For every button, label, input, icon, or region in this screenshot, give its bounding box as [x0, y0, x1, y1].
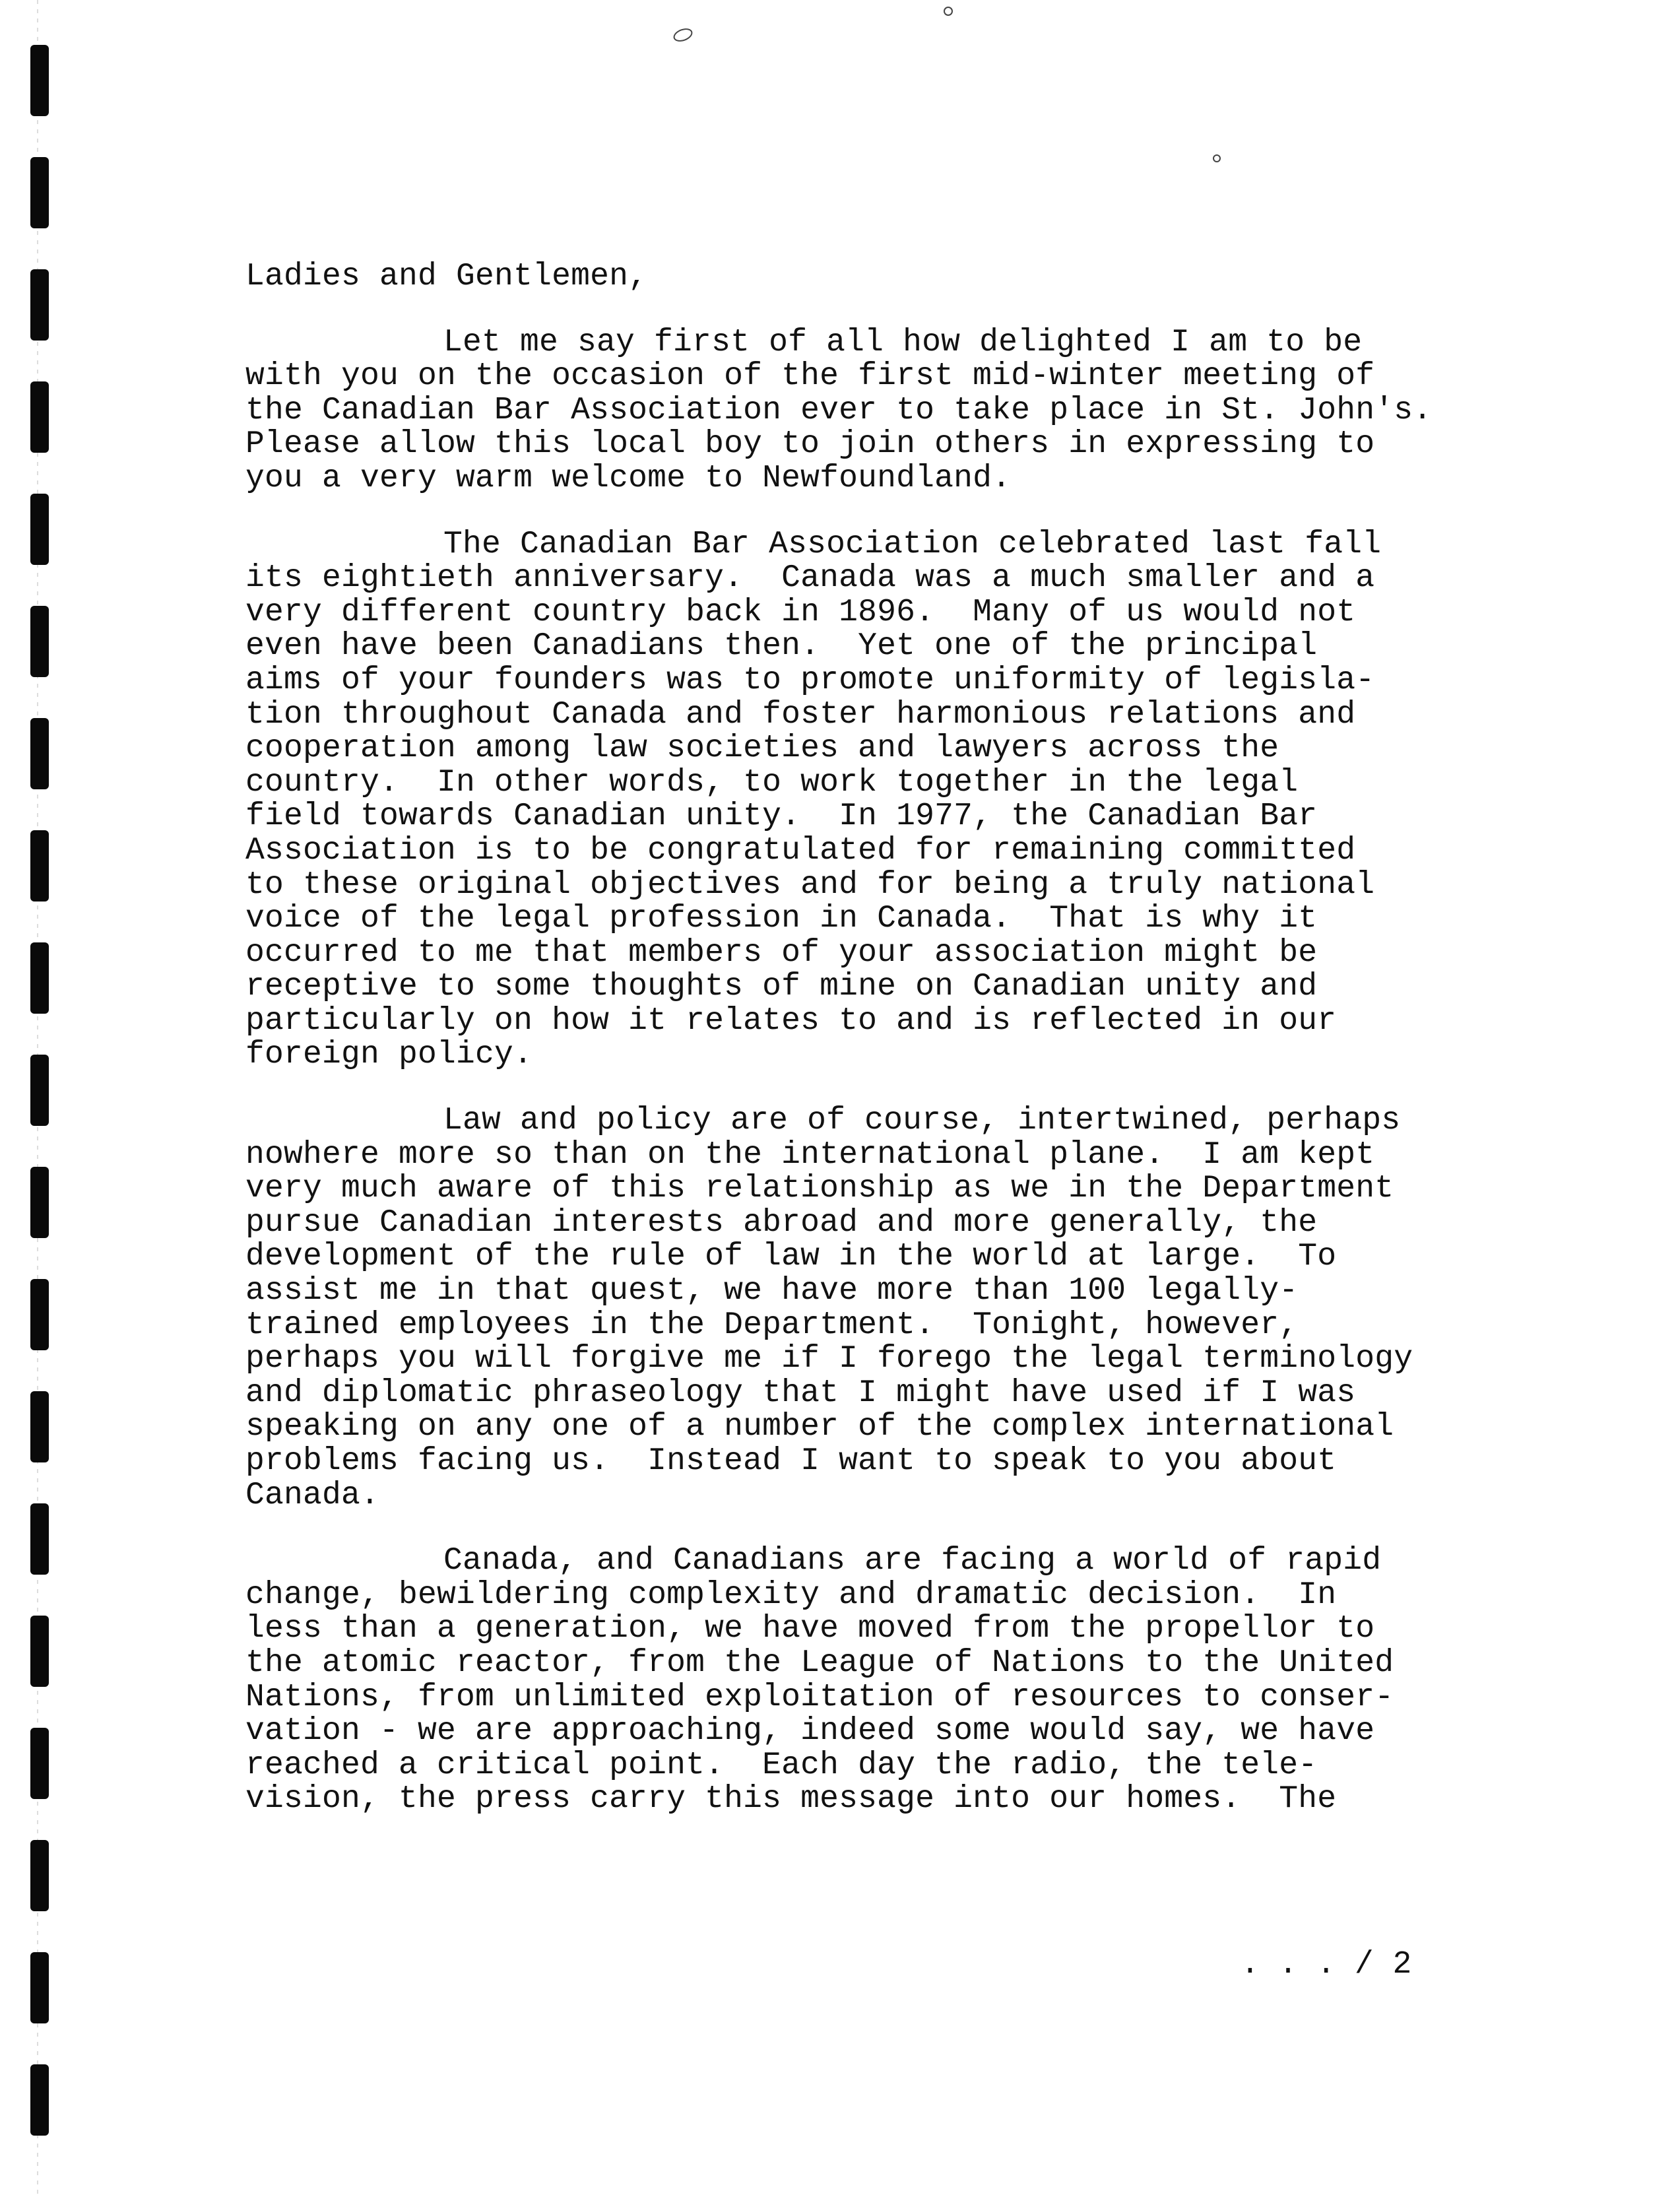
text-line: cooperation among law societies and lawyers across the: [245, 731, 1279, 767]
text-line: vision, the press carry this message into our homes. The: [245, 1781, 1337, 1818]
text-line: assist me in that quest, we have more than 100 legally-: [245, 1273, 1299, 1309]
punch-hole: [30, 1391, 49, 1462]
punch-hole: [30, 494, 49, 565]
text-line: even have been Canadians then. Yet one of the principal: [245, 628, 1318, 665]
paragraph: [245, 528, 1499, 1073]
page-continuation-marker: . . . / 2: [1241, 1947, 1412, 1983]
punch-hole: [30, 1840, 49, 1911]
text-line: Association is to be congratulated for remaining committed: [245, 832, 1356, 869]
punch-hole: [30, 381, 49, 453]
paragraph: [245, 1544, 1499, 1817]
text-line: reached a critical point. Each day the radio, the tele-: [245, 1747, 1318, 1783]
text-line: aims of your founders was to promote uniformity of legisla-: [245, 662, 1375, 698]
text-line: with you on the occasion of the first mid-winter meeting of: [245, 358, 1375, 395]
text-line: field towards Canadian unity. In 1977, the Canadian Bar: [245, 799, 1318, 835]
text-line: foreign policy.: [245, 1037, 533, 1073]
text-line: Canada, and Canadians are facing a world of rapid: [443, 1543, 1382, 1579]
scan-speck: [672, 26, 694, 44]
text-line: vation - we are approaching, indeed some would say, we have: [245, 1713, 1375, 1750]
text-line: Law and policy are of course, intertwined, perhaps: [443, 1103, 1401, 1139]
punch-hole: [30, 1279, 49, 1350]
punch-hole: [30, 942, 49, 1014]
text-line: country. In other words, to work together in the legal: [245, 764, 1299, 801]
punch-hole: [30, 1952, 49, 2023]
text-line: particularly on how it relates to and is reflected in our: [245, 1002, 1337, 1039]
scan-speck: [944, 7, 953, 16]
punch-hole: [30, 1167, 49, 1238]
text-line: pursue Canadian interests abroad and more generally, the: [245, 1204, 1318, 1241]
punch-hole: [30, 157, 49, 228]
text-line: you a very warm welcome to Newfoundland.: [245, 460, 1012, 496]
text-line: the Canadian Bar Association ever to take place in St. John's.: [245, 392, 1433, 428]
text-line: Nations, from unlimited exploitation of resources to conser-: [245, 1679, 1394, 1715]
letter-body: [245, 260, 1499, 1849]
text-line: nowhere more so than on the international plane. I am kept: [245, 1136, 1375, 1173]
text-line: and diplomatic phraseology that I might have used if I was: [245, 1375, 1356, 1411]
punch-hole: [30, 45, 49, 116]
punch-hole: [30, 1055, 49, 1126]
punch-hole: [30, 1616, 49, 1687]
text-line: The Canadian Bar Association celebrated last fall: [443, 526, 1382, 562]
text-line: very much aware of this relationship as we in the Department: [245, 1171, 1394, 1207]
text-line: receptive to some thoughts of mine on Canadian unity and: [245, 969, 1318, 1005]
text-line: trained employees in the Department. Tonight, however,: [245, 1307, 1299, 1343]
text-line: occurred to me that members of your association might be: [245, 935, 1318, 971]
text-line: less than a generation, we have moved from the propellor to: [245, 1611, 1375, 1647]
punch-hole: [30, 1503, 49, 1575]
text-line: Please allow this local boy to join others in expressing to: [245, 426, 1375, 463]
punch-hole: [30, 269, 49, 341]
text-line: speaking on any one of a number of the complex international: [245, 1409, 1394, 1445]
text-line: to these original objectives and for being a truly national: [245, 867, 1375, 903]
punch-hole: [30, 2064, 49, 2136]
paragraph: [245, 1104, 1499, 1513]
text-line: perhaps you will forgive me if I forego the legal terminology: [245, 1341, 1413, 1377]
paragraph: [245, 326, 1499, 496]
text-line: voice of the legal profession in Canada. That is why it: [245, 901, 1318, 937]
text-line: problems facing us. Instead I want to speak to you about: [245, 1443, 1337, 1479]
punch-hole: [30, 718, 49, 789]
text-line: Canada.: [245, 1477, 380, 1513]
text-line: tion throughout Canada and foster harmonious relations and: [245, 696, 1356, 733]
scan-speck: [1213, 154, 1221, 162]
salutation: Ladies and Gentlemen,: [245, 259, 648, 294]
binding-punch-strip: [30, 0, 57, 2197]
text-line: very different country back in 1896. Many of us would not: [245, 594, 1356, 630]
punch-hole: [30, 1728, 49, 1799]
text-line: its eightieth anniversary. Canada was a much smaller and a: [245, 560, 1375, 597]
punch-hole: [30, 606, 49, 677]
text-line: Let me say first of all how delighted I am to be: [443, 324, 1363, 360]
text-line: development of the rule of law in the world at large. To: [245, 1239, 1337, 1275]
punch-hole: [30, 830, 49, 902]
text-line: the atomic reactor, from the League of Nations to the United: [245, 1645, 1394, 1681]
text-line: change, bewildering complexity and dramatic decision. In: [245, 1577, 1337, 1613]
